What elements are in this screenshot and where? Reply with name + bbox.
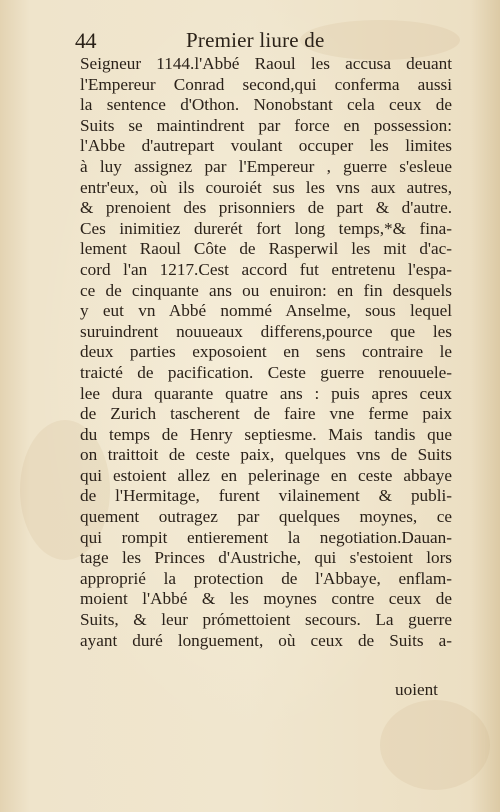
text-line: quement outragez par quelques moynes, ce — [80, 507, 452, 527]
text-line: cord l'an 1217.Cest accord fut entretenu l'espa- — [80, 259, 452, 279]
text-line: de Zurich tascherent de faire vne ferme paix — [80, 404, 452, 424]
text-line: lement Raoul Côte de Rasperwil les mit d'ac- — [80, 239, 452, 259]
text-line: à luy assignez par l'Empereur , guerre s'esleue — [80, 156, 452, 176]
text-line: qui estoient allez en pelerinage en ceste abbaye — [80, 465, 452, 485]
text-line: la sentence d'Othon. Nonobstant cela ceux de — [80, 95, 452, 115]
text-line: suruindrent nouueaux differens,pource que les — [80, 321, 452, 341]
text-line: entr'eux, où ils couroiét sus les vns aux autres, — [80, 177, 452, 197]
text-line: ce de cinquante ans ou enuiron: en fin desquels — [80, 280, 452, 300]
text-line: de l'Hermitage, furent vilainement & publi- — [80, 486, 452, 506]
text-line: y eut vn Abbé nommé Anselme, sous lequel — [80, 301, 452, 321]
text-line: qui rompit entierement la negotiation.Dauan- — [80, 527, 452, 547]
body-text — [80, 54, 452, 651]
text-line: lee dura quarante quatre ans : puis apres ceux — [80, 383, 452, 403]
text-line: ayant duré longuement, où ceux de Suits a- — [80, 630, 452, 650]
text-line: l'Empereur Conrad second,qui conferma aussi — [80, 74, 452, 94]
page-number: 44 — [75, 28, 96, 53]
paper-stain — [380, 700, 490, 790]
running-head: Premier liure de — [186, 28, 325, 52]
text-line: Suits, & leur prómettoient secours. La guerre — [80, 610, 452, 630]
text-line: du temps de Henry septiesme. Mais tandis que — [80, 424, 452, 444]
text-line: & prenoient des prisonniers de part & d'autre. — [80, 198, 452, 218]
text-line: Ces inimitiez durerét fort long temps,*& fina- — [80, 218, 452, 238]
text-line: approprié la protection de l'Abbaye, enflam- — [80, 568, 452, 588]
catchword: uoient — [395, 680, 438, 699]
text-line: traicté de pacification. Ceste guerre renouuele- — [80, 362, 452, 382]
text-line: tage les Princes d'Austriche, qui s'estoient lors — [80, 548, 452, 568]
text-line: Suits se maintindrent par force en possession: — [80, 115, 452, 135]
text-line: Seigneur 1144.l'Abbé Raoul les accusa deuant — [80, 54, 452, 73]
text-line: moient l'Abbé & les moynes contre ceux de — [80, 589, 452, 609]
text-line: on traittoit de ceste paix, quelques vns de Suits — [80, 445, 452, 465]
text-line: l'Abbe d'autrepart voulant occuper les limites — [80, 136, 452, 156]
text-line: deux parties exposoient en sens contraire le — [80, 342, 452, 362]
